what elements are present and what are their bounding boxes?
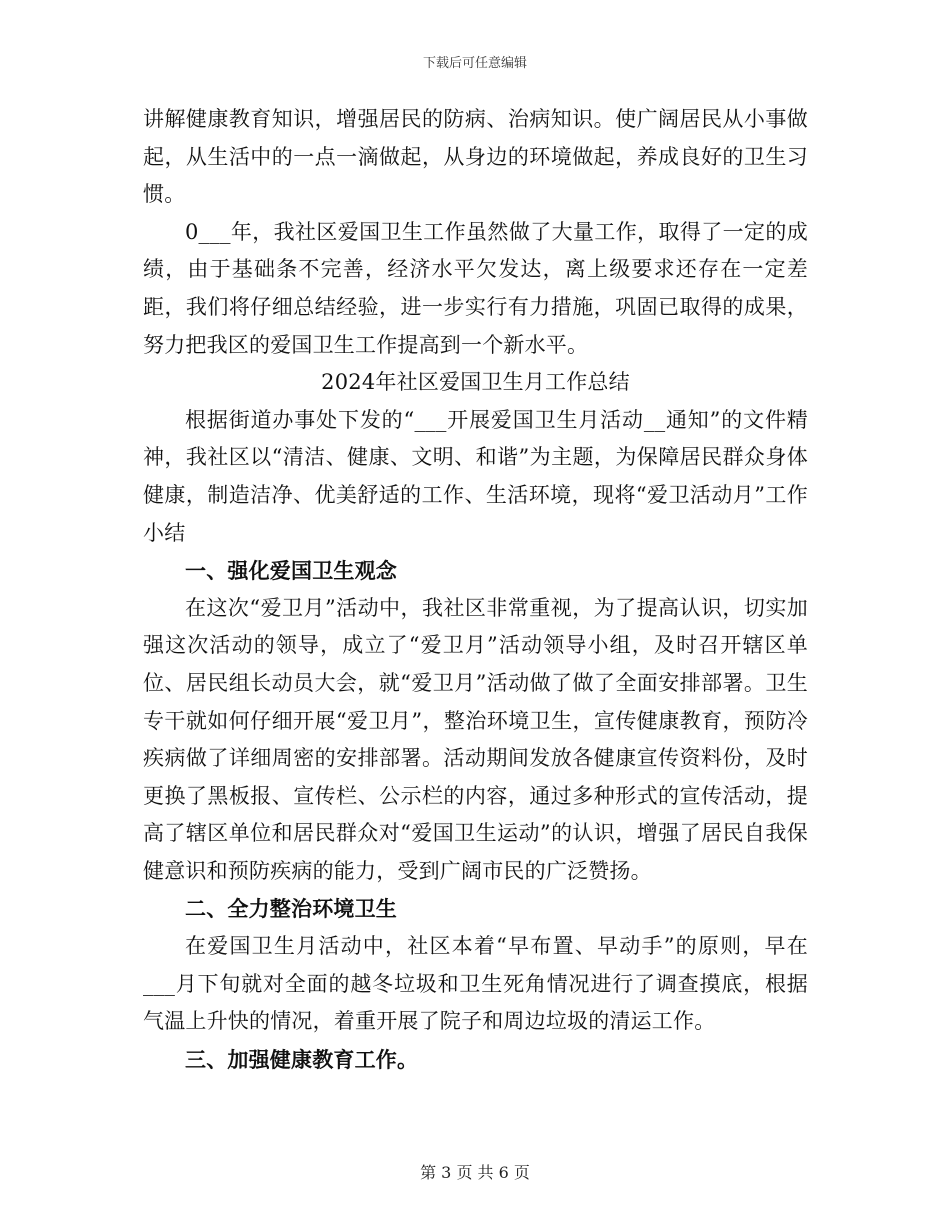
document-body (143, 101, 808, 1078)
document-title: 2024年社区爱国卫生月工作总结 (321, 370, 630, 395)
section-heading-2: 二、全力整治环境卫生 (185, 896, 397, 922)
page-header: 下载后可任意编辑 (422, 56, 527, 71)
paragraph-5: 在爱国卫生月活动中，社区本着“早布置、早动手”的原则，早在___月下旬就对全面的越冬垃圾和卫生死角情况进行了调查摸底，根据气温上升快的情况，着重开展了院子和周边垃圾的清运工作。 (143, 934, 808, 1034)
paragraph-1: 讲解健康教育知识，增强居民的防病、治病知识。使广阔居民从小事做起，从生活中的一点一滴做起，从身边的环境做起，养成良好的卫生习惯。 (143, 107, 808, 207)
paragraph-2: 0___年，我社区爱国卫生工作虽然做了大量工作，取得了一定的成绩，由于基础条不完善，经济水平欠发达，离上级要求还存在一定差距，我们将仔细总结经验，进一步实行有力措施，巩固已取得的成果，努力把我区的爱国卫生工作提高到一个新水平。 (143, 219, 808, 357)
paragraph-4: 在这次“爱卫月”活动中，我社区非常重视，为了提高认识，切实加强这次活动的领导，成立了“爱卫月”活动领导小组，及时召开辖区单位、居民组长动员大会，就“爱卫月”活动做了做了全面安排部署。卫生专干就如何仔细开展“爱卫月”，整治环境卫生，宣传健康教育，预防冷疾病做了详细周密的安排部署。活动期间发放各健康宣传资料份，及时更换了黑板报、宣传栏、公示栏的内容，通过多种形式的宣传活动，提高了辖区单位和居民群众对“爱国卫生运动”的认识，增强了居民自我保健意识和预防疾病的能力，受到广阔市民的广泛赞扬。 (143, 595, 808, 883)
paragraph-3: 根据街道办事处下发的“___开展爱国卫生月活动__通知”的文件精神，我社区以“清洁、健康、文明、和谐”为主题，为保障居民群众身体健康，制造洁净、优美舒适的工作、生活环境，现将“爱卫活动月”工作小结 (143, 407, 808, 545)
page-number: 第 3 页 共 6 页 (420, 1163, 530, 1182)
section-heading-1: 一、强化爱国卫生观念 (185, 558, 397, 584)
section-heading-3: 三、加强健康教育工作。 (185, 1046, 419, 1072)
